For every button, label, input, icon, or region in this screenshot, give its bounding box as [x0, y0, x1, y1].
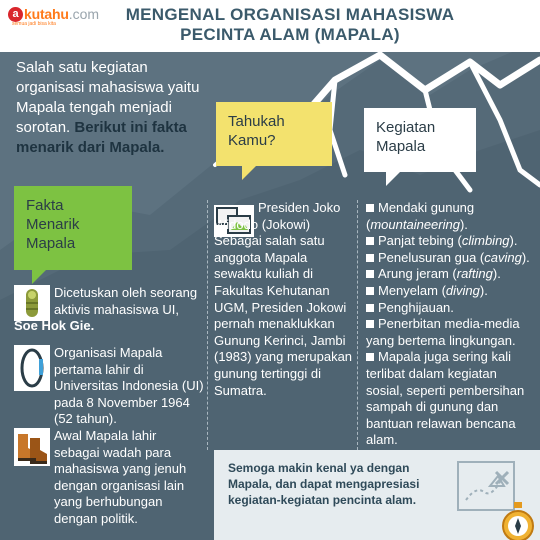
column-divider	[207, 200, 208, 450]
kegiatan-item-italic: mountaineering	[370, 216, 460, 232]
kegiatan-item	[366, 349, 536, 449]
bullet-square-icon	[366, 287, 374, 295]
kegiatan-heading-line2: Mapala	[376, 138, 426, 155]
fakta-item-1-bold-line	[14, 318, 174, 335]
kegiatan-item-text: Penghijauan.	[378, 299, 454, 315]
kegiatan-item-end: ).	[479, 282, 488, 298]
compass-icon	[498, 502, 538, 540]
kegiatan-item-end: ).	[521, 249, 530, 265]
kegiatan-item-end: ).	[509, 233, 518, 249]
kegiatan-item	[366, 266, 536, 283]
fakta-item-2-text: Organisasi Mapala pertama lahir di Universitas Indonesia (UI) pada 8 November 1964 (52 tahun).	[54, 345, 204, 427]
tahukah-heading-bubble	[216, 102, 332, 166]
logo-name: kutahu	[24, 6, 69, 22]
kegiatan-item-text: Panjat tebing (	[378, 233, 462, 249]
fakta-item-1-bold: Soe Hok Gie.	[14, 318, 95, 333]
kegiatan-item-italic: climbing	[461, 233, 510, 249]
bullet-square-icon	[366, 237, 374, 245]
logo-tagline: semua jadi bisa kita	[12, 21, 56, 27]
kegiatan-heading-bubble	[364, 108, 476, 172]
page-title-line1: MENGENAL ORGANISASI MAHASISWA	[125, 5, 455, 24]
intro-body: Salah satu kegiatan organisasi mahasiswa yaitu Mapala tengah menjadi sorotan.	[16, 59, 200, 136]
fakta-item-1	[54, 285, 204, 318]
kegiatan-item-italic: diving	[445, 282, 480, 298]
bullet-square-icon	[366, 320, 374, 328]
kegiatan-heading-line1: Kegiatan	[376, 119, 436, 136]
bullet-square-icon	[366, 254, 374, 262]
fakta-item-3-text: Awal Mapala lahir sebagai wadah para mahasiswa yang jenuh dengan organisasi lain yang berhubungan dengan politik.	[54, 428, 187, 526]
tahukah-heading-line1: Tahukah	[228, 113, 285, 130]
hiking-boots-icon	[14, 428, 50, 466]
bullet-square-icon	[366, 270, 374, 278]
page-title	[100, 5, 480, 45]
fakta-heading-line1: Fakta	[26, 197, 64, 214]
bullet-square-icon	[366, 353, 374, 361]
kegiatan-item-text: Arung jeram (	[378, 266, 457, 282]
sleeping-bag-icon	[14, 285, 50, 321]
kegiatan-item-italic: caving	[484, 249, 522, 265]
kegiatan-item-italic: rafting	[456, 266, 493, 282]
closing-text: Semoga makin kenal ya dengan Mapala, dan dapat mengapresiasi kegiatan-kegiatan pencinta alam.	[228, 461, 420, 507]
tahukah-text: Presiden Joko Widodo (Jokowi) Sebagai salah satu anggota Mapala sewaktu kuliah di Fakultas Kehutanan UGM, Presiden Jokowi pernah menaklukkan Gunung Kerinci, Jambi (1983) yang merupakan gunung tertinggi di Sumatra.	[214, 200, 353, 398]
logo-mark: a	[8, 7, 23, 22]
bullet-square-icon	[366, 204, 374, 212]
fakta-item-2	[54, 345, 204, 428]
kegiatan-item-text: Penerbitan media-media yang bertema lingkungan.	[366, 316, 520, 348]
fakta-heading-line2: Menarik	[26, 216, 80, 233]
page-title-line2: PECINTA ALAM (MAPALA)	[180, 25, 400, 44]
kegiatan-item-end: ).	[459, 216, 468, 232]
intro-highlight: Berikut ini fakta menarik dari Mapala.	[16, 119, 187, 156]
kegiatan-item	[366, 300, 536, 317]
kegiatan-item-text: Penelusuran gua (	[378, 249, 485, 265]
fakta-item-1-text: Dicetuskan oleh seorang aktivis mahasiswa UI,	[54, 285, 198, 317]
kegiatan-item	[366, 200, 536, 233]
kegiatan-item-text: Menyelam (	[378, 282, 446, 298]
bubble-tail	[32, 270, 46, 284]
carabiner-icon	[14, 345, 50, 391]
bubble-tail	[242, 166, 256, 180]
kegiatan-item	[366, 233, 536, 250]
intro-text	[16, 58, 216, 158]
bubble-tail	[386, 172, 400, 186]
kegiatan-item	[366, 283, 536, 300]
bullet-square-icon	[366, 304, 374, 312]
kegiatan-list	[366, 200, 536, 449]
site-logo[interactable]	[8, 6, 99, 22]
kegiatan-item-text: Mapala juga sering kali terlibat dalam kegiatan sosial, seperti pembersihan sampah di gunung dan bantuan relawan bencana alam.	[366, 349, 525, 448]
column-divider	[357, 200, 358, 450]
kegiatan-item	[366, 316, 536, 349]
fakta-heading-bubble	[14, 186, 132, 270]
kegiatan-item-text: Mendaki gunung (	[366, 200, 475, 232]
fakta-heading-line3: Mapala	[26, 235, 76, 252]
logo-tld: .com	[68, 6, 100, 22]
fakta-item-3	[54, 428, 204, 528]
tahukah-heading-line2: Kamu?	[228, 132, 276, 149]
kegiatan-item	[366, 250, 536, 267]
kegiatan-item-end: ).	[492, 266, 501, 282]
header-bar	[0, 0, 540, 52]
